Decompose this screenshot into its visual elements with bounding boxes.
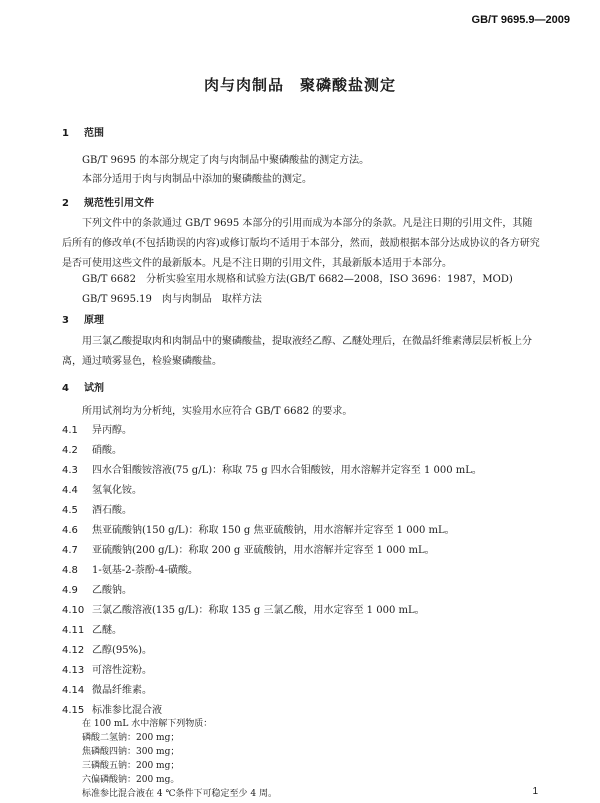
reagent-item [62, 581, 132, 596]
section-number: 1 [62, 128, 69, 139]
section-4-heading [62, 379, 104, 394]
reagent-item [62, 621, 122, 636]
item-number: 4.6 [62, 525, 78, 536]
reagent-item [62, 521, 455, 536]
section-1-heading [62, 124, 104, 139]
paragraph: 下列文件中的条款通过 GB/T 9695 本部分的引用而成为本部分的条款。凡是注日期的引用文件，其随后所有的修改单(不包括勘误的内容)或修订版均不适用于本部分，然而，鼓励根据本部分达成协议的各方研究是否可使用这些文件的最新版本。凡是不注日期的引用文件，其最新版本适用于本部分。 [62, 218, 540, 269]
page-number: 1 [532, 786, 538, 797]
section-number: 4 [62, 383, 69, 394]
item-number: 4.14 [62, 685, 85, 696]
item-text: 标准参比混合液 [92, 705, 162, 716]
section-title: 范围 [84, 128, 104, 139]
item-number: 4.13 [62, 665, 85, 676]
item-text: 乙醚。 [92, 625, 122, 636]
reference-item: GB/T 6682 分析实验室用水规格和试验方法(GB/T 6682—2008，ISO 3696：1987，MOD) [82, 274, 513, 285]
reagent-item [62, 661, 152, 676]
standard-code: GB/T 9695.9—2009 [471, 14, 570, 26]
section-number: 3 [62, 315, 69, 326]
paragraph: 所用试剂均为分析纯，实验用水应符合 GB/T 6682 的要求。 [82, 406, 353, 417]
reagent-item [62, 421, 132, 436]
mix-component: 六偏磷酸钠：200 mg。 [82, 775, 180, 785]
reagent-item [62, 681, 152, 696]
item-number: 4.10 [62, 605, 85, 616]
item-text: 乙醇(95%)。 [92, 645, 153, 656]
reagent-item [62, 461, 482, 476]
item-number: 4.1 [62, 425, 78, 436]
reagent-item [62, 701, 162, 716]
mix-component: 三磷酸五钠：200 mg； [82, 761, 180, 771]
reagent-item [62, 441, 122, 456]
item-text: 1-氨基-2-萘酚-4-磺酸。 [92, 565, 198, 576]
item-number: 4.12 [62, 645, 85, 656]
item-text: 硝酸。 [92, 445, 122, 456]
item-number: 4.8 [62, 565, 78, 576]
item-text: 四水合钼酸铵溶液(75 g/L)：称取 75 g 四水合钼酸铵，用水溶解并定容至 1 000 mL。 [92, 465, 482, 476]
section-title: 规范性引用文件 [84, 198, 154, 209]
section-title: 原理 [84, 315, 104, 326]
page-title: 肉与肉制品 聚磷酸盐测定 [203, 76, 396, 94]
mix-intro: 在 100 mL 水中溶解下列物质： [82, 719, 213, 729]
paragraph: 用三氯乙酸提取肉和肉制品中的聚磷酸盐，提取液经乙醇、乙醚处理后，在微晶纤维素薄层层析板上分离，通过喷雾显色，检验聚磷酸盐。 [62, 336, 532, 367]
reagent-item [62, 481, 142, 496]
mix-component: 磷酸二氢钠：200 mg； [82, 733, 180, 743]
reagent-item [62, 641, 152, 656]
item-text: 微晶纤维素。 [92, 685, 152, 696]
reagent-item [62, 561, 198, 576]
paragraph: 本部分适用于肉与肉制品中添加的聚磷酸盐的测定。 [82, 174, 312, 185]
item-number: 4.2 [62, 445, 78, 456]
reagent-item [62, 501, 132, 516]
item-text: 氢氧化铵。 [92, 485, 142, 496]
reagent-item [62, 601, 425, 616]
item-text: 酒石酸。 [92, 505, 132, 516]
reference-item: GB/T 9695.19 肉与肉制品 取样方法 [82, 294, 262, 305]
item-number: 4.11 [62, 625, 85, 636]
item-number: 4.4 [62, 485, 78, 496]
item-number: 4.15 [62, 705, 85, 716]
mix-note: 标准参比混合液在 4 ℃条件下可稳定至少 4 周。 [82, 789, 277, 799]
section-2-heading [62, 194, 154, 209]
item-text: 可溶性淀粉。 [92, 665, 152, 676]
section-number: 2 [62, 198, 69, 209]
item-text: 焦亚硫酸钠(150 g/L)：称取 150 g 焦亚硫酸钠，用水溶解并定容至 1 000 mL。 [92, 525, 455, 536]
paragraph: GB/T 9695 的本部分规定了肉与肉制品中聚磷酸盐的测定方法。 [82, 155, 370, 166]
item-number: 4.3 [62, 465, 78, 476]
section-title: 试剂 [84, 383, 104, 394]
item-text: 乙酸钠。 [92, 585, 132, 596]
item-text: 异丙醇。 [92, 425, 132, 436]
item-number: 4.7 [62, 545, 78, 556]
section-3-heading [62, 311, 104, 326]
item-text: 亚硫酸钠(200 g/L)：称取 200 g 亚硫酸钠，用水溶解并定容至 1 000 mL。 [92, 545, 435, 556]
mix-component: 焦磷酸四钠：300 mg； [82, 747, 180, 757]
item-number: 4.9 [62, 585, 78, 596]
item-number: 4.5 [62, 505, 78, 516]
reagent-item [62, 541, 435, 556]
item-text: 三氯乙酸溶液(135 g/L)：称取 135 g 三氯乙酸，用水定容至 1 000 mL。 [92, 605, 425, 616]
